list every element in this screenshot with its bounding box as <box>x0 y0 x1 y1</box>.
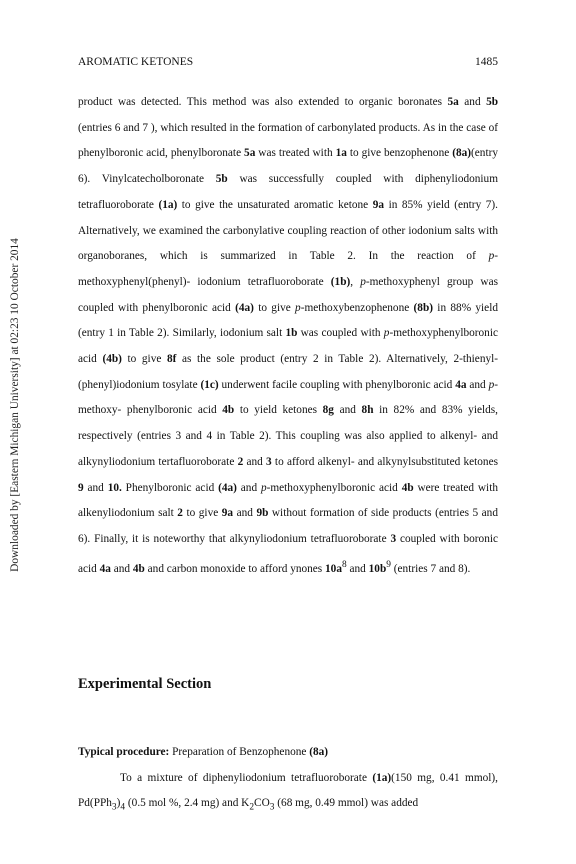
compound-ref: (1b) <box>330 275 351 288</box>
text-run: -methoxyphenyl group was coupled with phenylboronic acid <box>78 275 498 314</box>
compound-ref: 8h <box>361 404 374 417</box>
compound-ref: 5a <box>447 96 459 108</box>
text-run: to give <box>182 507 222 520</box>
compound-ref: 5b <box>486 96 499 108</box>
para-prefix: p <box>488 378 495 391</box>
para-prefix: p <box>260 481 267 494</box>
citation-superscript: 8 <box>341 559 347 570</box>
text-run: Phenylboronic acid <box>121 481 219 494</box>
compound-ref: 1a <box>335 147 347 160</box>
procedure-paragraph <box>78 766 498 822</box>
text-run: to give the unsaturated aromatic ketone <box>177 198 373 211</box>
text-run: was treated with <box>255 147 336 160</box>
text-run: without formation of side products (entries 5 and 6). Finally, it is noteworthy that alkynyliodonium tetrafluoroborate <box>78 507 498 545</box>
compound-ref: 10. <box>107 481 122 494</box>
text-run: in 88% yield (entry 1 in Table 2). Similarly, iodonium salt <box>78 301 498 340</box>
compound-ref: 4b <box>132 562 145 575</box>
compound-ref: (8b) <box>413 301 434 314</box>
text-run: as the sole product (entry 2 in Table 2). Alternatively, 2-thienyl-(phenyl)iodonium tosylate <box>78 353 499 391</box>
text-run: and <box>236 481 261 494</box>
text-run: and <box>466 378 489 391</box>
page-number: 1485 <box>475 56 498 68</box>
text-run: (entries 6 and 7 ), which resulted in the formation of carbonylated products. As in the case of phenylboronic acid, phenylboronate <box>78 121 498 160</box>
compound-ref: 4a <box>455 378 467 391</box>
compound-ref: (4a) <box>235 301 254 314</box>
compound-ref: 4a <box>99 562 111 575</box>
text-run: , <box>350 275 361 288</box>
text-run: (entry 6). Vinylcatecholboronate <box>78 147 499 186</box>
text-run: To a mixture of diphenyliodonium tetrafluoroborate <box>120 771 373 784</box>
compound-ref: 2 <box>177 507 183 520</box>
compound-ref: (1a) <box>372 771 392 784</box>
text-run: was successfully coupled with diphenyliodonium tetrafluoroborate <box>78 173 498 211</box>
compound-ref: 3 <box>390 532 397 545</box>
text-run: in 82% and 83% yields, respectively (entries 3 and 4 in Table 2). This coupling was also applied to alkenyl- and alkynyliodonium tertafluoroborate <box>78 404 498 468</box>
text-run: to give <box>253 301 296 314</box>
text-run: was coupled with <box>297 327 384 340</box>
compound-ref: (1c) <box>200 378 219 391</box>
text-run: ) <box>116 797 121 810</box>
compound-ref: (1a) <box>158 198 178 211</box>
text-run: -methoxyphenylboronic acid <box>78 327 498 366</box>
download-watermark <box>7 175 23 635</box>
text-run: to afford alkenyl- and alkynylsubstituted ketones <box>271 455 498 468</box>
compound-ref: 3 <box>266 455 272 468</box>
text-run: (entries 7 and 8). <box>390 562 471 575</box>
body-text <box>78 90 498 582</box>
compound-ref: 8g <box>322 404 334 417</box>
text-run: -methoxybenzophenone <box>300 301 414 314</box>
section-heading: Experimental Section <box>78 676 212 692</box>
compound-ref: (8a) <box>309 746 329 758</box>
text-run: (150 mg, 0.41 mmol), Pd(PPh <box>78 771 498 810</box>
compound-ref: 9a <box>221 507 234 520</box>
text-run: and <box>243 455 267 468</box>
para-prefix: p <box>383 327 390 340</box>
text-run: product was detected. This method was also extended to organic boronates <box>78 96 448 108</box>
text-run: Preparation of Benzophenone <box>169 746 310 758</box>
download-notice: Downloaded by [Eastern Michigan University] at 02:23 10 October 2014 <box>9 238 21 572</box>
running-title: AROMATIC KETONES <box>78 56 194 68</box>
text-run: (0.5 mol %, 2.4 mg) and K <box>125 797 250 810</box>
compound-ref: (4a) <box>218 481 237 494</box>
compound-ref: 2 <box>237 455 244 468</box>
text-run: to give <box>121 353 167 366</box>
procedure-label: Typical procedure: <box>78 746 170 758</box>
text-run: to yield ketones <box>234 404 323 417</box>
procedure-heading <box>78 740 498 766</box>
compound-ref: 4b <box>222 404 235 417</box>
compound-ref: 9a <box>372 198 385 211</box>
body-paragraph <box>78 90 498 582</box>
running-header <box>78 56 498 68</box>
para-prefix: p <box>295 301 301 314</box>
compound-ref: 9b <box>256 507 269 520</box>
compound-ref: 10b <box>368 562 387 575</box>
text-run: -methoxyphenyl(phenyl)- iodonium tetrafluoroborate <box>78 250 498 288</box>
compound-ref: (8a) <box>452 147 472 160</box>
compound-ref: 1b <box>285 327 298 340</box>
subscript: 4 <box>120 802 126 813</box>
text-run: to give benzophenone <box>346 147 453 160</box>
text-run: (68 mg, 0.49 mmol) was added <box>274 797 419 810</box>
citation-superscript: 9 <box>386 559 391 570</box>
text-run: coupled with boronic acid <box>78 532 498 575</box>
text-run: and <box>346 562 369 575</box>
text-run: and <box>333 404 362 417</box>
text-run: and <box>233 507 257 520</box>
text-run: in 85% yield (entry 7). Alternatively, we examined the carbonylative coupling reaction of other iodonium salts with organoboranes, which is summarized in Table 2. In the reaction of <box>78 198 498 263</box>
compound-ref: 8f <box>166 353 177 366</box>
text-run: and <box>110 562 133 575</box>
para-prefix: p <box>488 250 495 263</box>
text-run: -methoxy- phenylboronic acid <box>78 378 498 417</box>
subscript: 3 <box>269 802 275 813</box>
subscript: 2 <box>249 802 255 813</box>
procedure-block <box>78 740 498 821</box>
text-run: underwent facile coupling with phenylboronic acid <box>218 378 456 391</box>
compound-ref: 10a <box>325 562 342 575</box>
text-run: were treated with alkenyliodonium salt <box>78 481 498 520</box>
text-run: and <box>458 96 487 108</box>
text-run: and carbon monoxide to afford ynones <box>144 562 326 575</box>
para-prefix: p <box>360 275 366 288</box>
subscript: 3 <box>111 802 117 813</box>
compound-ref: (4b) <box>102 353 122 366</box>
text-run: -methoxyphenylboronic acid <box>266 481 402 494</box>
compound-ref: 5a <box>244 147 256 160</box>
compound-ref: 4b <box>401 481 414 494</box>
text-run: CO <box>254 797 270 810</box>
text-run: and <box>83 481 108 494</box>
compound-ref: 9 <box>78 481 84 494</box>
compound-ref: 5b <box>215 173 228 186</box>
